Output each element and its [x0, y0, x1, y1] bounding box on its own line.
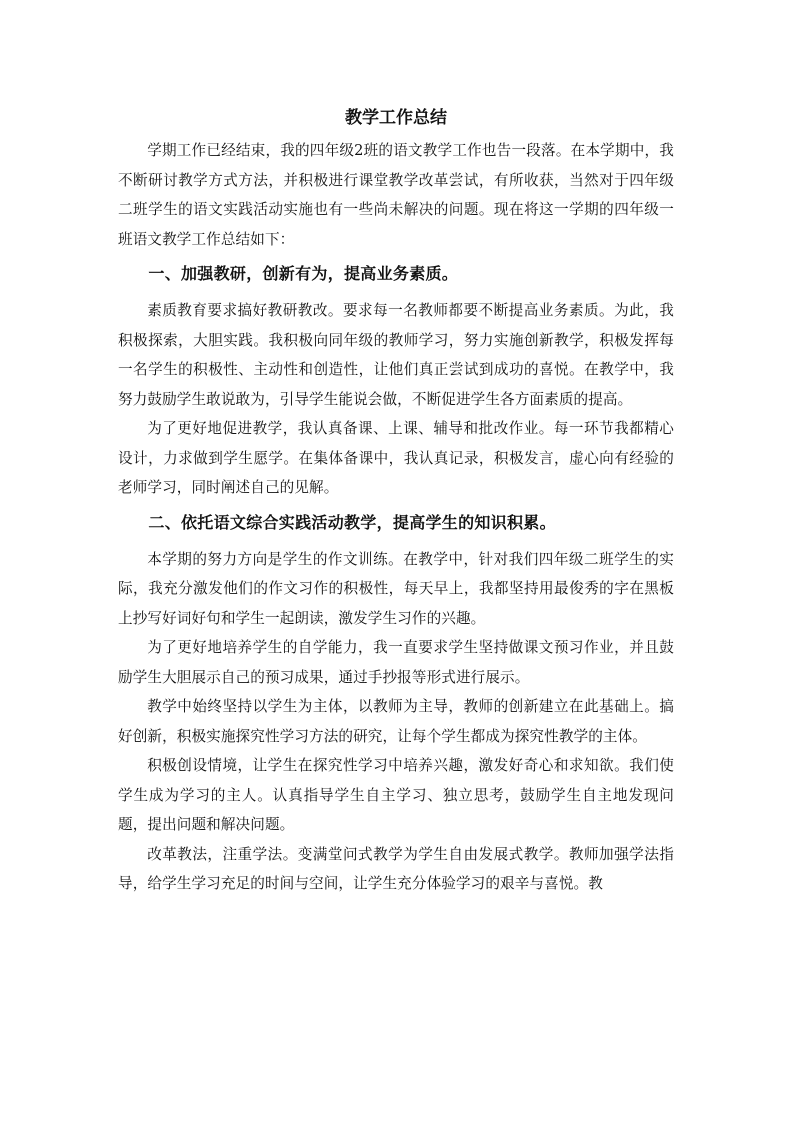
section-1-heading: 一、加强教研，创新有为，提高业务素质。: [148, 264, 459, 283]
section-2-heading: 二、依托语文综合实践活动教学，提高学生的知识积累。: [148, 512, 556, 532]
section-1-paragraph: 为了更好地促进教学，我认真备课、上课、辅导和批改作业。每一环节我都精心设计，力求做到学生愿学。在集体备课中，我认真记录，积极发言，虚心向有经验的老师学习，同时阐述自己的见解。: [118, 420, 674, 496]
section-2-paragraph: 教学中始终坚持以学生为主体，以教师为主导，教师的创新建立在此基础上。搞好创新，积极实施探究性学习方法的研究，让每个学生都成为探究性教学的主体。: [118, 698, 674, 745]
section-1-paragraph: 素质教育要求搞好教研教改。要求每一名教师都要不断提高业务素质。为此，我积极探索，大胆实践。我积极向同年级的教师学习，努力实施创新教学，积极发挥每一名学生的积极性、主动性和创造性，让他们真正尝试到成功的喜悦。在教学中，我努力鼓励学生敢说敢为，引导学生能说会做，不断促进学生各方面素质的提高。: [118, 302, 674, 408]
section-2-paragraph: 改革教法，注重学法。变满堂问式教学为学生自由发展式教学。教师加强学法指导，给学生学习充足的时间与空间，让学生充分体验学习的艰辛与喜悦。教: [118, 845, 674, 892]
section-2-paragraph: 本学期的努力方向是学生的作文训练。在教学中，针对我们四年级二班学生的实际，我充分激发他们的作文习作的积极性，每天早上，我都坚持用最俊秀的字在黑板上抄写好词好句和学生一起朗读，激发学生习作的兴趣。: [118, 550, 674, 627]
document-page: [118, 100, 674, 899]
intro-paragraph: 学期工作已经结束，我的四年级2班的语文教学工作也告一段落。在本学期中，我不断研讨教学方式方法，并积极进行课堂教学改革尝试，有所收获，当然对于四年级二班学生的语文实践活动实施也有一些尚未解决的问题。现在将这一学期的四年级一班语文教学工作总结如下：: [118, 142, 674, 248]
section-2-paragraph: 为了更好地培养学生的自学能力，我一直要求学生坚持做课文预习作业，并且鼓励学生大胆展示自己的预习成果，通过手抄报等形式进行展示。: [118, 639, 674, 686]
section-2-paragraph: 积极创设情境，让学生在探究性学习中培养兴趣，激发好奇心和求知欲。我们使学生成为学习的主人。认真指导学生自主学习、独立思考，鼓励学生自主地发现问题，提出问题和解决问题。: [118, 757, 674, 833]
document-title: 教学工作总结: [345, 108, 447, 128]
